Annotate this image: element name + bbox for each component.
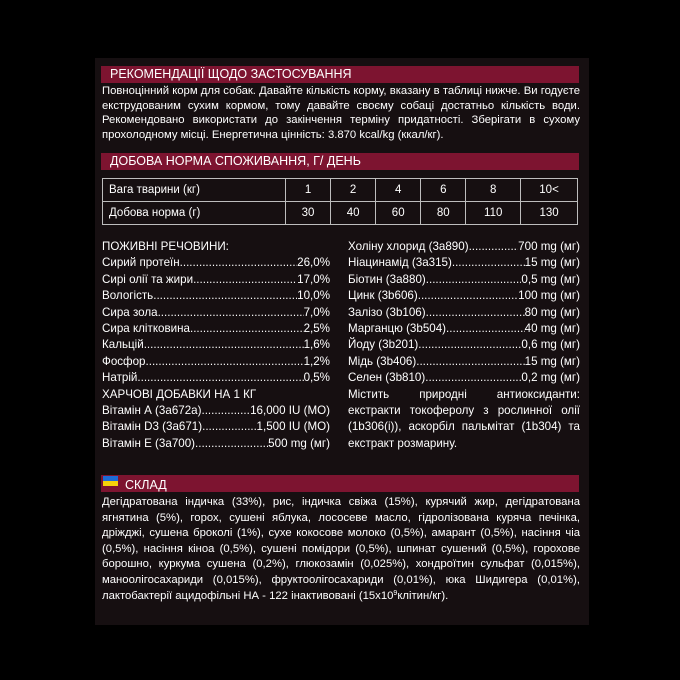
- additive-name: Вітамін А (3а672а): [102, 404, 202, 418]
- composition-title: СКЛАД: [125, 478, 167, 492]
- norm-cell: 40: [331, 202, 376, 225]
- composition-text-end: клітин/кг).: [397, 589, 449, 602]
- nutrient-row: [102, 305, 330, 321]
- norm-label: Добова норма (г): [103, 202, 286, 225]
- nutrient-row: [102, 337, 330, 353]
- weight-cell: 8: [466, 179, 521, 202]
- nutrient-name: Холіну хлорид (3а890): [348, 240, 469, 253]
- nutrient-name: Сира зола: [102, 305, 158, 319]
- nutrient-name: Сирі олії та жири: [102, 272, 194, 286]
- nutrient-name: Йоду (3b201): [348, 338, 419, 352]
- nutrient-row: [348, 272, 580, 288]
- daily-norm-table: [102, 178, 578, 225]
- nutrient-value: 26,0%: [297, 256, 330, 270]
- nutrient-row: [102, 370, 330, 386]
- recommendations-text: Повноцінний корм для собак. Давайте кількість корму, вказану в таблиці нижче. Ви годуєте екструдованим сухим кормом, тому давайте своєму собаці достатньо кількість води. Рекомендовано використати до закінчення терміну придатності. Зберігати в сухому прохолодному місці. Енергетична цінність: 3.870 kcal/kg (ккал/кг).: [102, 85, 580, 141]
- additive-row: [102, 419, 330, 435]
- nutrient-row: [348, 255, 580, 271]
- nutrient-value: 700 mg (мг): [518, 240, 580, 253]
- additive-row: [102, 403, 330, 419]
- norm-cell: 130: [521, 202, 578, 225]
- nutrient-value: 0,5 mg (мг): [521, 272, 580, 286]
- nutrient-name: Біотин (3а880): [348, 272, 426, 286]
- weight-cell: 1: [286, 179, 331, 202]
- nutrient-row: [102, 255, 330, 271]
- weight-cell: 2: [331, 179, 376, 202]
- nutrient-row: [102, 288, 330, 304]
- norm-cell: 60: [376, 202, 421, 225]
- nutrient-value: 1,6%: [303, 338, 330, 352]
- nutrient-name: Вологість: [102, 289, 154, 303]
- nutrient-value: 0,2 mg (мг): [521, 371, 580, 385]
- nutrient-value: 0,6 mg (мг): [521, 338, 580, 352]
- daily-norm-title: ДОБОВА НОРМА СПОЖИВАННЯ, Г/ ДЕНЬ: [110, 154, 361, 168]
- weight-cell: 10<: [521, 179, 578, 202]
- nutrient-row: [102, 354, 330, 370]
- nutrient-value: 1,2%: [303, 354, 330, 368]
- nutrient-name: Мідь (3b406): [348, 354, 417, 368]
- weight-cell: 6: [421, 179, 466, 202]
- nutrient-value: 7,0%: [303, 305, 330, 319]
- nutrient-name: Марганцю (3b504): [348, 322, 447, 336]
- composition-text-main: Дегідратована індичка (33%), рис, індичка свіжа (15%), курячий жир, дегідратована ягнятина (5%), горох, сушені яблука, лососеве масло, гідролізована куряча печінка, дріжджі, сушена броколі (1%), сухе кокосове молоко (0,5%), амарант (0,5%), насіння чіа (0,5%), насіння кіноа (0,5%), сушені помідори (0,5%), шпинат сушений (0,5%), горохове борошно, куркума сушена (0,2%), глюкозамін (0,025%), хондроїтин сульфат (0,015%), маноолігосахариди (0,015%), фруктоолігосахариди (0,01%), юка Шидигера (0,01%), лактобактерії ацидофільні НА - 122 інактивовані (15х10: [102, 496, 580, 602]
- additive-name: Вітамін D3 (3а671): [102, 420, 203, 434]
- nutrient-name: Залізо (3b106): [348, 305, 426, 319]
- nutrient-row: [348, 354, 580, 370]
- nutrient-value: 2,5%: [303, 322, 330, 336]
- additives-heading: ХАРЧОВІ ДОБАВКИ НА 1 КГ: [102, 387, 257, 401]
- nutrient-value: 100 mg (мг): [518, 289, 580, 303]
- nutrient-name: Натрій: [102, 371, 138, 385]
- nutrient-row: [102, 321, 330, 337]
- nutrient-row: [102, 272, 330, 288]
- nutrient-value: 10,0%: [297, 289, 330, 303]
- composition-header: [101, 475, 579, 492]
- nutrient-row: [348, 305, 580, 321]
- table-row: [103, 202, 578, 225]
- composition-exponent: 9: [393, 589, 398, 597]
- nutrient-row: [348, 370, 580, 386]
- nutrient-row: [348, 288, 580, 304]
- nutrients-right-column: [348, 239, 580, 452]
- additive-value: 16,000 IU (МО): [250, 404, 330, 418]
- nutrient-value: 17,0%: [297, 272, 330, 286]
- nutrient-row: [348, 239, 580, 255]
- composition-text: [102, 495, 580, 604]
- weight-label: Вага тварини (кг): [103, 179, 286, 202]
- nutrient-value: 15 mg (мг): [524, 256, 580, 270]
- nutrient-row: [348, 321, 580, 337]
- nutrient-value: 40 mg (мг): [524, 322, 580, 336]
- antioxidants-text: Містить природні антиоксиданти: екстракти токоферолу з рослинної олії (1b306(i)), аскорбіл пальмітат (1b304) та екстракт розмарину.: [348, 387, 580, 450]
- additive-value: 1,500 IU (МО): [256, 420, 330, 434]
- nutrient-name: Сира клітковина: [102, 322, 190, 336]
- nutrient-name: Цинк (3b606): [348, 289, 418, 303]
- nutrient-value: 0,5%: [303, 371, 330, 385]
- recommendations-header: [101, 66, 579, 83]
- norm-cell: 110: [466, 202, 521, 225]
- nutrient-value: 15 mg (мг): [524, 354, 580, 368]
- additive-row: [102, 436, 330, 452]
- daily-norm-header: [101, 153, 579, 170]
- recommendations-title: РЕКОМЕНДАЦІЇ ЩОДО ЗАСТОСУВАННЯ: [110, 67, 352, 81]
- additive-name: Вітамін Е (3а700): [102, 436, 196, 450]
- nutrient-name: Сирий протеїн: [102, 256, 180, 270]
- table-row: [103, 179, 578, 202]
- nutrient-value: 80 mg (мг): [524, 305, 580, 319]
- nutrient-name: Кальцій: [102, 338, 144, 352]
- norm-cell: 80: [421, 202, 466, 225]
- nutrients-heading: ПОЖИВНІ РЕЧОВИНИ:: [102, 240, 229, 253]
- nutrients-left-column: [102, 239, 330, 452]
- norm-cell: 30: [286, 202, 331, 225]
- nutrient-name: Ніацинамід (3а315): [348, 256, 452, 270]
- nutrient-row: [348, 337, 580, 353]
- additive-value: 500 mg (мг): [268, 436, 330, 450]
- nutrient-name: Фосфор: [102, 354, 146, 368]
- nutrient-name: Селен (3b810): [348, 371, 426, 385]
- ukraine-flag-icon: [103, 476, 118, 486]
- weight-cell: 4: [376, 179, 421, 202]
